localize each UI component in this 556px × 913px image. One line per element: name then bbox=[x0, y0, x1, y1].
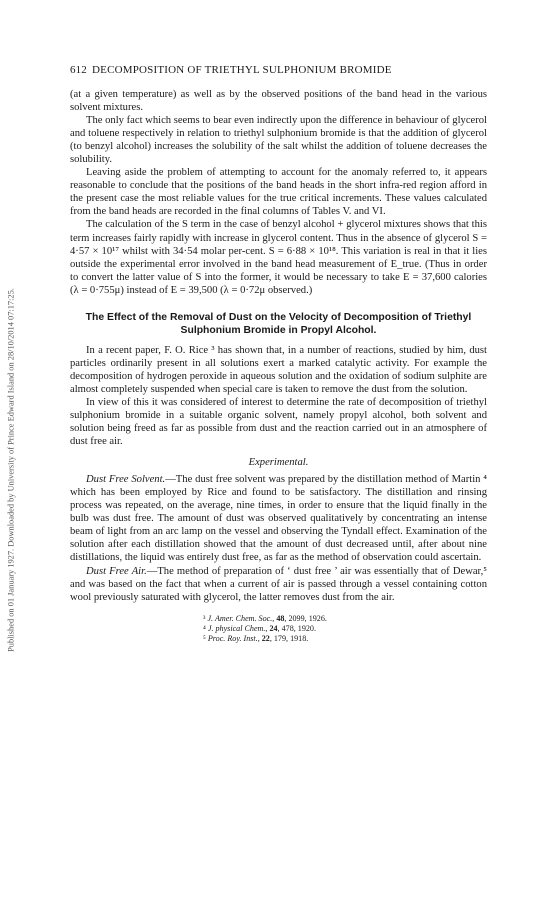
footnote-volume: 22 bbox=[261, 634, 270, 644]
footnote: ³ J. Amer. Chem. Soc., 48, 2099, 1926. bbox=[203, 613, 327, 623]
page-number: 612 bbox=[70, 64, 87, 76]
paragraph-dust-free-air bbox=[70, 565, 487, 604]
page-header bbox=[70, 64, 487, 80]
footnote-pages: , 478, 1920. bbox=[277, 624, 316, 634]
paragraph-3: Leaving aside the problem of attempting to account for the anomaly referred to, it appears reasonable to conclude that the positions of the band heads in the short infra-red region afford in the present case the most reliable values for the true critical increments. These values calculated from the band heads are recorded in the final columns of Tables V. and VI. bbox=[70, 167, 487, 218]
footnote-mark: ⁵ bbox=[203, 634, 208, 644]
footnote: ⁴ J. physical Chem., 24, 478, 1920. bbox=[203, 624, 316, 634]
footnote: ⁵ Proc. Roy. Inst., 22, 179, 1918. bbox=[203, 634, 309, 644]
footnote-mark: ⁴ bbox=[203, 624, 208, 634]
footnote-source: Proc. Roy. Inst. bbox=[207, 634, 258, 644]
side-margin-note bbox=[4, 120, 18, 820]
paragraph-4: The calculation of the S term in the case of benzyl alcohol + glycerol mixtures shows that this term increases fairly rapidly with increase in glycerol content. Thus in the absence of glycerol S = 4·57 × 10¹⁷ whilst with 34·54 molar per-cent. S = 6·88 × 10¹⁸. This variation is real in that it lies outside the experimental error involved in the band head measurement of E_true. (Thus in order to convert the latter value of S into the former, it would be necessary to take E = 37,600 calories (λ = 0·755μ) instead of E = 39,500 (λ = 0·72μ observed.) bbox=[70, 219, 487, 296]
paragraph-dust-free-solvent bbox=[70, 473, 487, 564]
section-title: The Effect of the Removal of Dust on the Velocity of Decomposition of Triethyl Sulphonium Bromide in Propyl Alcohol. bbox=[85, 311, 472, 336]
footnote-mark: ³ bbox=[203, 613, 208, 623]
footnote-volume: 24 bbox=[269, 624, 278, 634]
paper-page bbox=[70, 64, 487, 645]
paragraph-text: —The method of preparation of ‘ dust free ’ air was essentially that of Dewar,⁵ and was based on the fact that when a current of air is passed through a vessel containing cotton wool previously saturated with glycerol, the latter removes dust from the air. bbox=[70, 565, 487, 603]
footnote-volume: 48 bbox=[276, 613, 285, 623]
paragraph-text: —The dust free solvent was prepared by the distillation method of Martin ⁴ which has been employed by Rice and found to be satisfactory. The distillation and rinsing process was repeated, on the average, nine times, in order to ensure that the liquid finally in the bulb was dust free. The amount of dust was observed qualitatively by concentrating an intense beam of light from an arc lamp on the vessel and observing the Tyndall effect. Examination of the solution after each distillation showed that the amount of dust decreased until, after about nine distillations, the liquid was entirely dust free, as far as the method of observation could ascertain. bbox=[70, 474, 487, 564]
footnote-source: J. Amer. Chem. Soc. bbox=[207, 613, 273, 623]
paragraph-6: In view of this it was considered of interest to determine the rate of decomposition of triethyl sulphonium bromide in a suitable organic solvent, namely propyl alcohol, both solvent and solution being freed as far as possible from dust and the reaction carried out in an atmosphere of dust free air. bbox=[70, 396, 487, 448]
paragraph-2: The only fact which seems to bear even indirectly upon the difference in behaviour of glycerol and toluene respectively in relation to triethyl sulphonium bromide is that the addition of glycerol (to benzyl alcohol) increases the solubility of the salt whilst the addition of toluene decreases the solubility. bbox=[70, 115, 487, 166]
footnote-pages: , 2099, 1926. bbox=[284, 613, 327, 623]
experimental-heading: Experimental. bbox=[248, 457, 309, 469]
run-in-heading: Dust Free Air. bbox=[86, 565, 147, 577]
running-head: DECOMPOSITION OF TRIETHYL SULPHONIUM BROMIDE bbox=[92, 64, 392, 76]
footnote-source: J. physical Chem. bbox=[207, 624, 266, 634]
run-in-heading: Dust Free Solvent. bbox=[86, 474, 166, 486]
paragraph-5: In a recent paper, F. O. Rice ³ has shown that, in a number of reactions, studied by him, dust particles ordinarily present in all solutions exert a marked catalytic activity. For example the decomposition of hydrogen peroxide in aqueous solution and the oxidation of sodium sulphite are almost completely suspended when special care is taken to remove the dust from the solution. bbox=[70, 344, 487, 395]
footnotes bbox=[70, 614, 487, 645]
paragraph-1: (at a given temperature) as well as by the observed positions of the band head in the various solvent mixtures. bbox=[70, 89, 487, 114]
download-notice: Published on 01 January 1927. Downloaded by University of Prince Edward Island on 28/10/2014 07:17:25. bbox=[6, 288, 16, 652]
footnote-pages: , 179, 1918. bbox=[269, 634, 309, 644]
